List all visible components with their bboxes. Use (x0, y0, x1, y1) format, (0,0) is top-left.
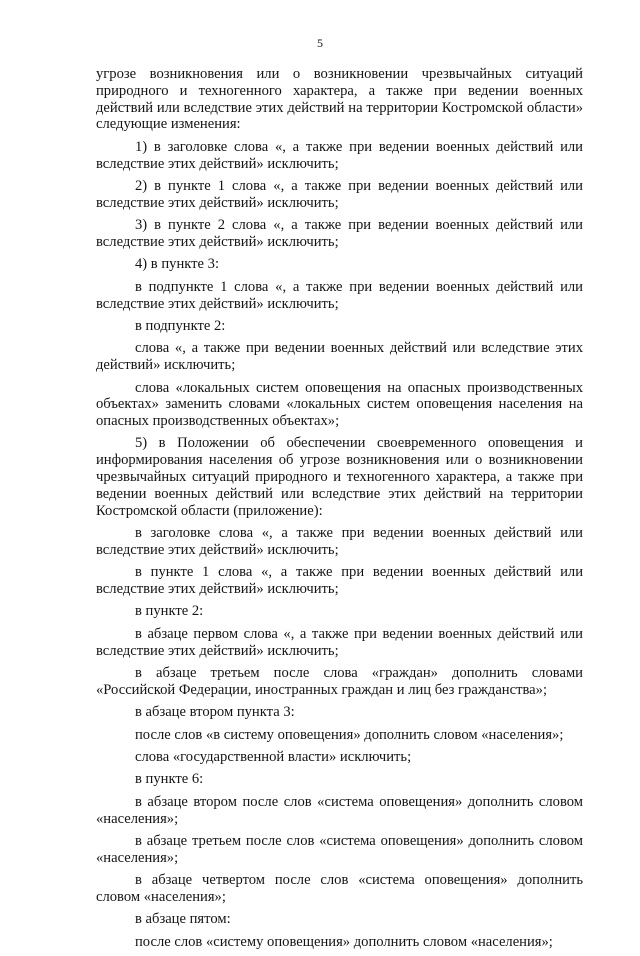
paragraph: слова «локальных систем оповещения на опасных производственных объектах» заменить словами «локальных систем оповещения населения на опасных производственных объектах»; (96, 379, 583, 430)
paragraph: в абзаце втором пункта 3: (135, 704, 295, 721)
paragraph: в пункте 1 слова «, а также при ведении военных действий или вследствие этих действий» исключить; (96, 564, 583, 598)
paragraph: 2) в пункте 1 слова «, а также при ведении военных действий или вследствие этих действий» исключить; (96, 177, 583, 211)
paragraph: 5) в Положении об обеспечении своевременного оповещения и информирования населения об угрозе возникновения или о возникновении чрезвычайных ситуаций природного и техногенного характера, а также при ведении военных действий или вследствие этих действий на территории Костромской области (приложение): (96, 435, 583, 519)
paragraph: в подпункте 1 слова «, а также при ведении военных действий или вследствие этих действий» исключить; (96, 278, 583, 312)
paragraph: в абзаце втором после слов «система оповещения» дополнить словом «населения»; (96, 793, 583, 827)
paragraph: в абзаце первом слова «, а также при ведении военных действий или вследствие этих действий» исключить; (96, 625, 583, 659)
paragraph: в пункте 2: (135, 603, 204, 620)
paragraph: в абзаце третьем после слов «система оповещения» дополнить словом «населения»; (96, 832, 583, 866)
paragraph: в абзаце третьем после слова «граждан» дополнить словами «Российской Федерации, иностранных граждан и лиц без гражданства»; (96, 665, 583, 698)
paragraph: угрозе возникновения или о возникновении чрезвычайных ситуаций природного и техногенного характера, а также при ведении военных действий или вследствие этих действий на территории Костромской области» следующие изменения: (96, 66, 583, 133)
paragraph: 3) в пункте 2 слова «, а также при ведении военных действий или вследствие этих действий» исключить; (96, 217, 583, 250)
paragraph: в абзаце пятом: (135, 911, 231, 928)
page-number: 5 (317, 36, 323, 50)
document-body (96, 66, 583, 956)
paragraph: в заголовке слова «, а также при ведении военных действий или вследствие этих действий» исключить; (96, 525, 583, 558)
paragraph: после слов «систему оповещения» дополнить словом «населения»; (135, 933, 553, 950)
paragraph: в подпункте 2: (135, 317, 226, 334)
paragraph: после слов «в систему оповещения» дополнить словом «населения»; (135, 726, 564, 743)
paragraph: в пункте 6: (135, 771, 204, 788)
paragraph: в абзаце четвертом после слов «система оповещения» дополнить словом «населения»; (96, 872, 583, 905)
paragraph: 4) в пункте 3: (135, 256, 220, 273)
paragraph: слова «государственной власти» исключить; (135, 748, 412, 765)
paragraph: 1) в заголовке слова «, а также при ведении военных действий или вследствие этих действий» исключить; (96, 138, 583, 172)
paragraph: слова «, а также при ведении военных действий или вследствие этих действий» исключить; (96, 340, 583, 374)
